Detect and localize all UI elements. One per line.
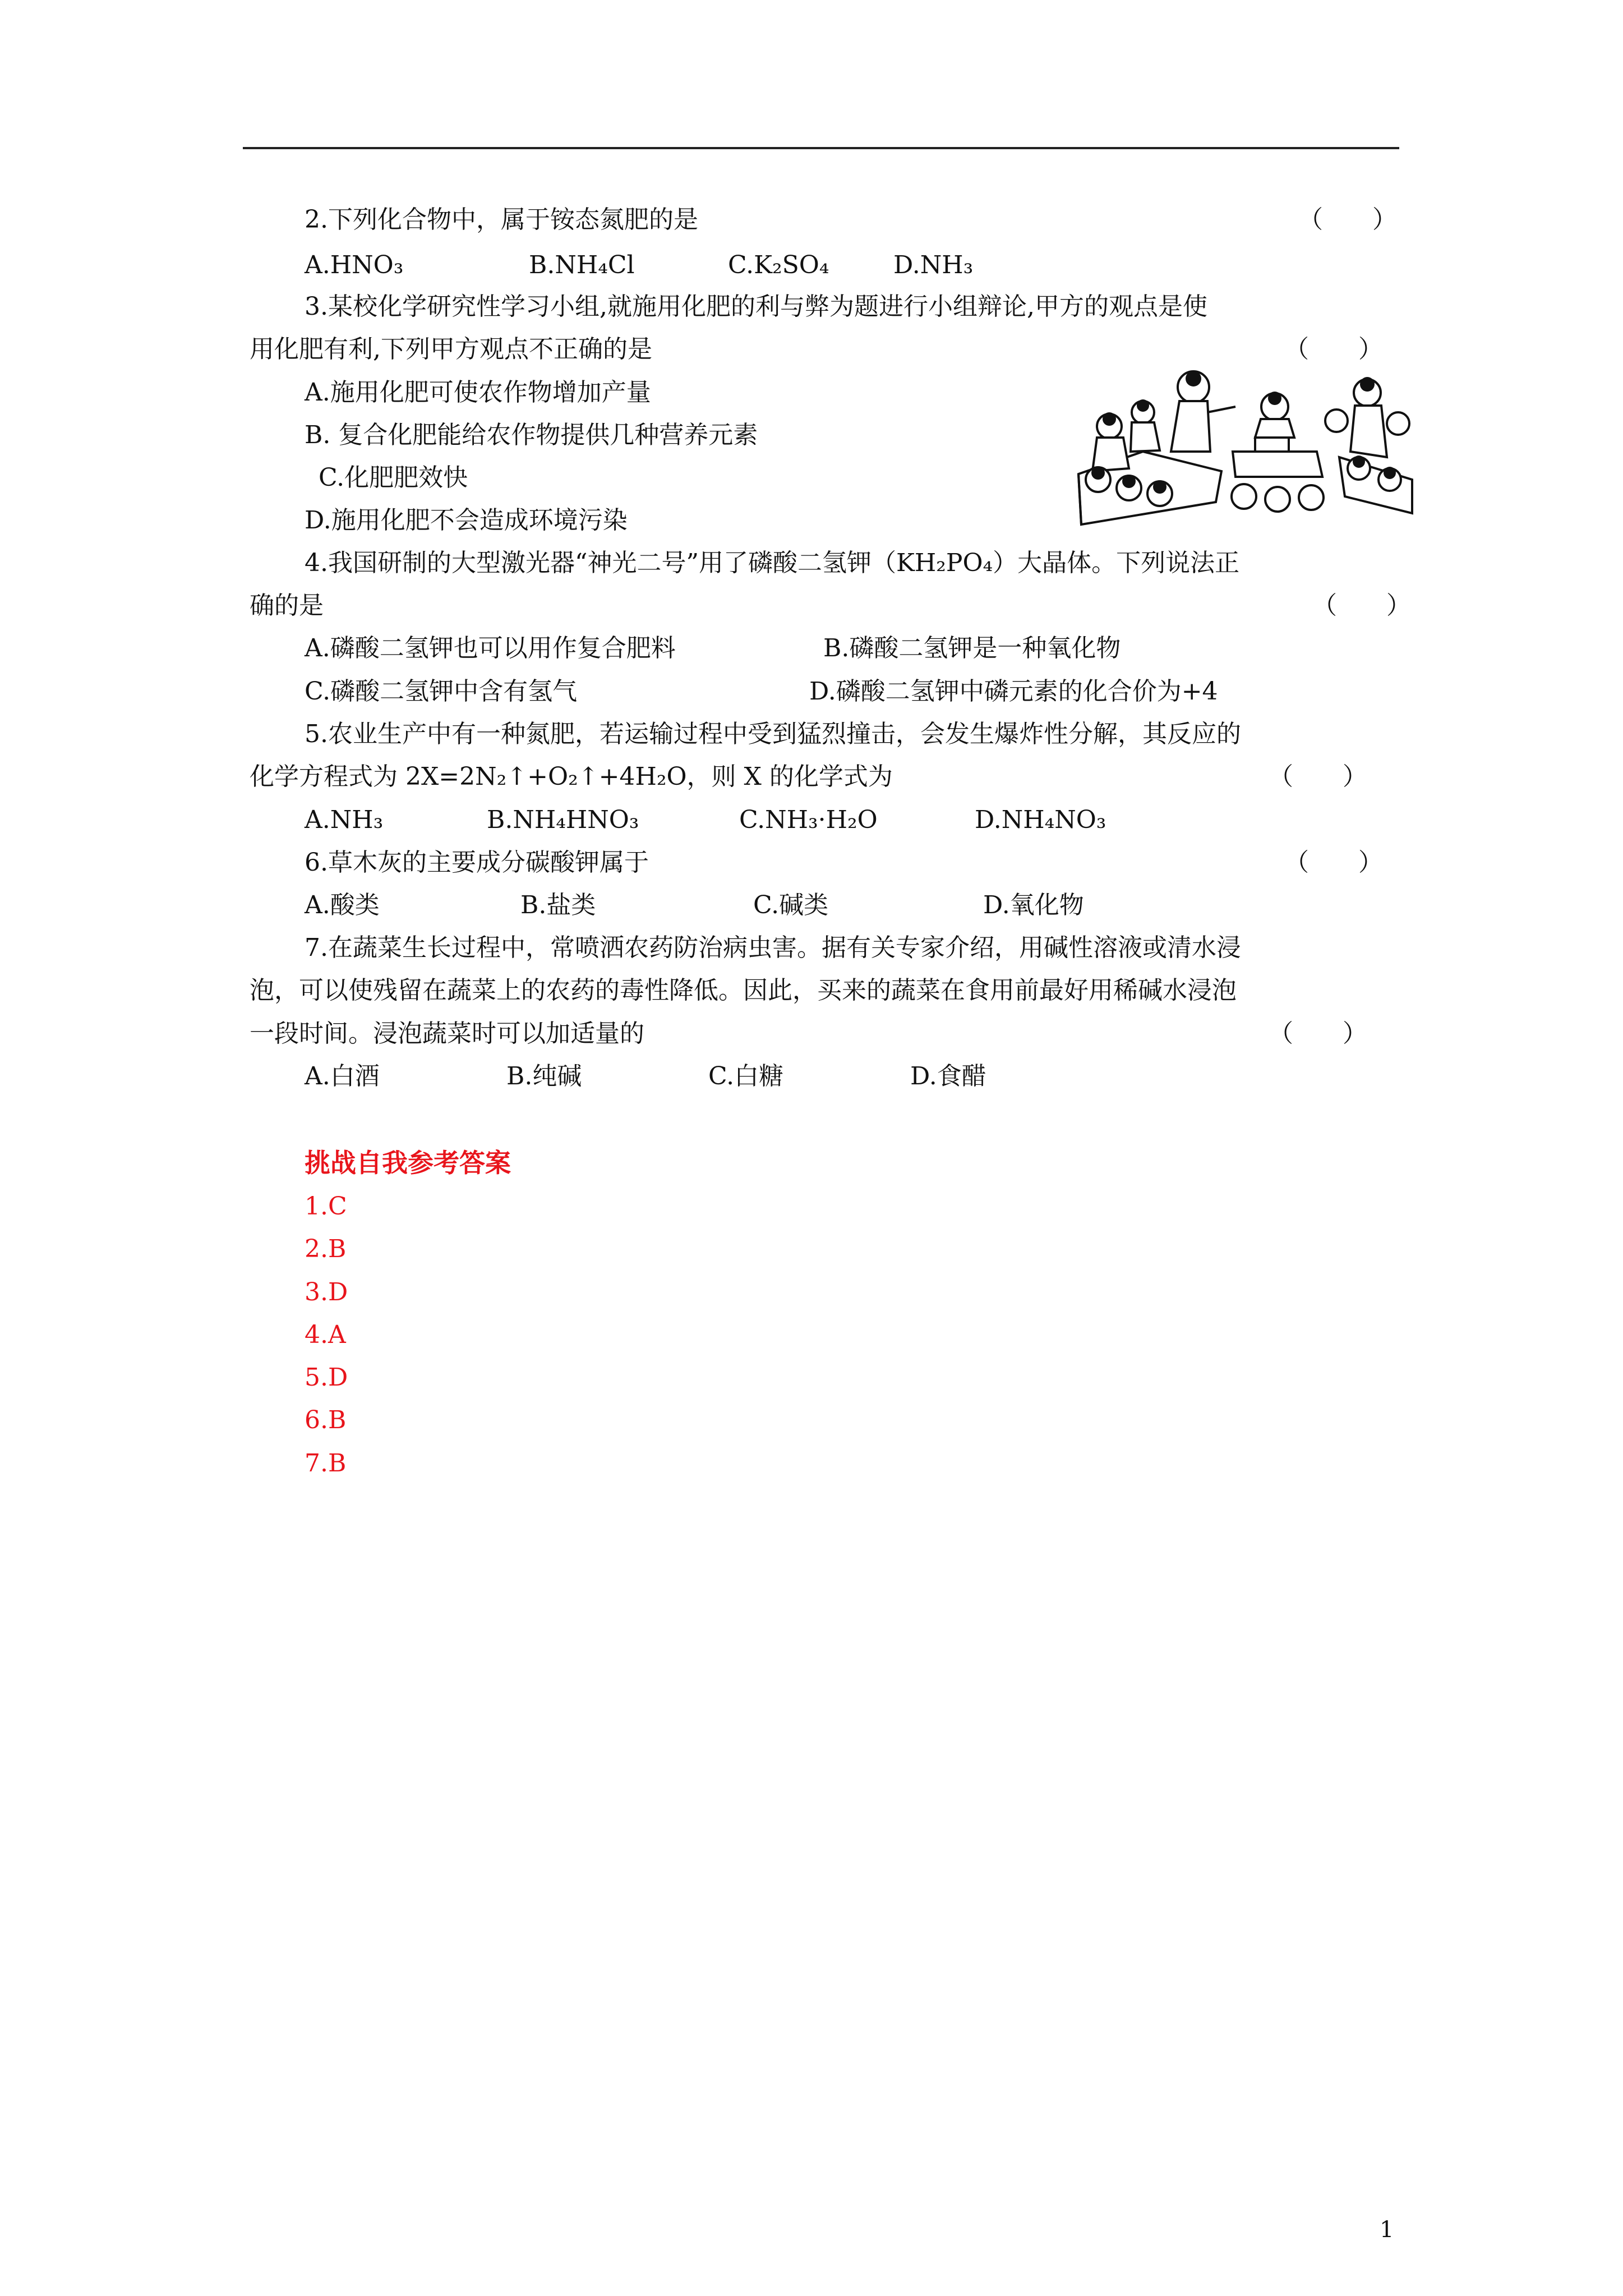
q2-answer-paren: （ ） <box>1298 205 1397 234</box>
q7-stem-line3: 一段时间。浸泡蔬菜时可以加适量的 <box>250 1019 644 1048</box>
answer-item: 1.C <box>305 1192 347 1221</box>
q2-option-a: A.HNO₃ <box>305 251 404 279</box>
q5-stem-line2: 化学方程式为 2X=2N₂↑+O₂↑+4H₂O，则 X 的化学式为 <box>250 762 893 791</box>
q6-option-c: C.碱类 <box>753 891 829 919</box>
q7-option-b: B.纯碱 <box>506 1062 582 1091</box>
q4-option-d: D.磷酸二氢钾中磷元素的化合价为+4 <box>809 677 1218 706</box>
q5-option-a: A.NH₃ <box>305 806 384 834</box>
q7-stem-line2: 泡，可以使残留在蔬菜上的农药的毒性降低。因此，买来的蔬菜在食用前最好用稀碱水浸泡 <box>250 976 1237 1005</box>
q3-option-d: D.施用化肥不会造成环境污染 <box>305 506 628 535</box>
q5-answer-paren: （ ） <box>1269 762 1367 791</box>
q5-option-b: B.NH₄HNO₃ <box>487 806 639 834</box>
q5-option-c: C.NH₃·H₂O <box>739 806 878 834</box>
answers-title: 挑战自我参考答案 <box>305 1148 511 1178</box>
q4-stem-line1: 4.我国研制的大型激光器“神光二号”用了磷酸二氢钾（KH₂PO₄）大晶体。下列说法正 <box>305 549 1240 577</box>
q4-option-c: C.磷酸二氢钾中含有氢气 <box>305 677 578 706</box>
q7-option-d: D.食醋 <box>910 1062 986 1091</box>
q3-answer-paren: （ ） <box>1284 335 1383 364</box>
q7-answer-paren: （ ） <box>1269 1019 1367 1048</box>
debate-illustration <box>1076 367 1413 530</box>
q6-option-b: B.盐类 <box>520 891 596 919</box>
q7-stem-line1: 7.在蔬菜生长过程中，常喷洒农药防治病虫害。据有关专家介绍，用碱性溶液或清水浸 <box>305 933 1241 962</box>
q6-option-a: A.酸类 <box>305 891 380 919</box>
answer-item: 2.B <box>305 1235 347 1263</box>
answer-item: 6.B <box>305 1406 347 1434</box>
q4-stem-line2: 确的是 <box>250 591 324 620</box>
q3-stem-line2: 用化肥有利,下列甲方观点不正确的是 <box>250 335 652 364</box>
answer-item: 5.D <box>305 1363 348 1392</box>
answer-item: 7.B <box>305 1449 347 1478</box>
answer-item: 3.D <box>305 1278 348 1306</box>
q4-option-a: A.磷酸二氢钾也可以用作复合肥料 <box>305 634 676 662</box>
q3-option-a: A.施用化肥可使农作物增加产量 <box>305 378 651 407</box>
q5-stem-line1: 5.农业生产中有一种氮肥，若运输过程中受到猛烈撞击，会发生爆炸性分解，其反应的 <box>305 720 1241 748</box>
q2-stem: 2.下列化合物中，属于铵态氮肥的是 <box>305 205 698 234</box>
q2-option-d: D.NH₃ <box>893 251 974 279</box>
q7-option-c: C.白糖 <box>708 1062 784 1091</box>
header-rule <box>243 147 1399 149</box>
q2-option-b: B.NH₄Cl <box>529 251 635 279</box>
q6-option-d: D.氧化物 <box>983 891 1084 919</box>
q3-stem-line1: 3.某校化学研究性学习小组,就施用化肥的利与弊为题进行小组辩论,甲方的观点是使 <box>305 292 1207 321</box>
page-number: 1 <box>1380 2217 1394 2243</box>
q6-stem: 6.草木灰的主要成分碳酸钾属于 <box>305 848 649 877</box>
q3-option-b: B. 复合化肥能给农作物提供几种营养元素 <box>305 421 758 449</box>
q4-answer-paren: （ ） <box>1312 591 1411 620</box>
answer-item: 4.A <box>305 1320 346 1349</box>
q7-option-a: A.白酒 <box>305 1062 380 1091</box>
q2-option-c: C.K₂SO₄ <box>728 251 829 279</box>
q3-option-c: C.化肥肥效快 <box>319 463 468 492</box>
q4-option-b: B.磷酸二氢钾是一种氧化物 <box>823 634 1121 662</box>
q6-answer-paren: （ ） <box>1284 848 1383 877</box>
q5-option-d: D.NH₄NO₃ <box>975 806 1106 834</box>
